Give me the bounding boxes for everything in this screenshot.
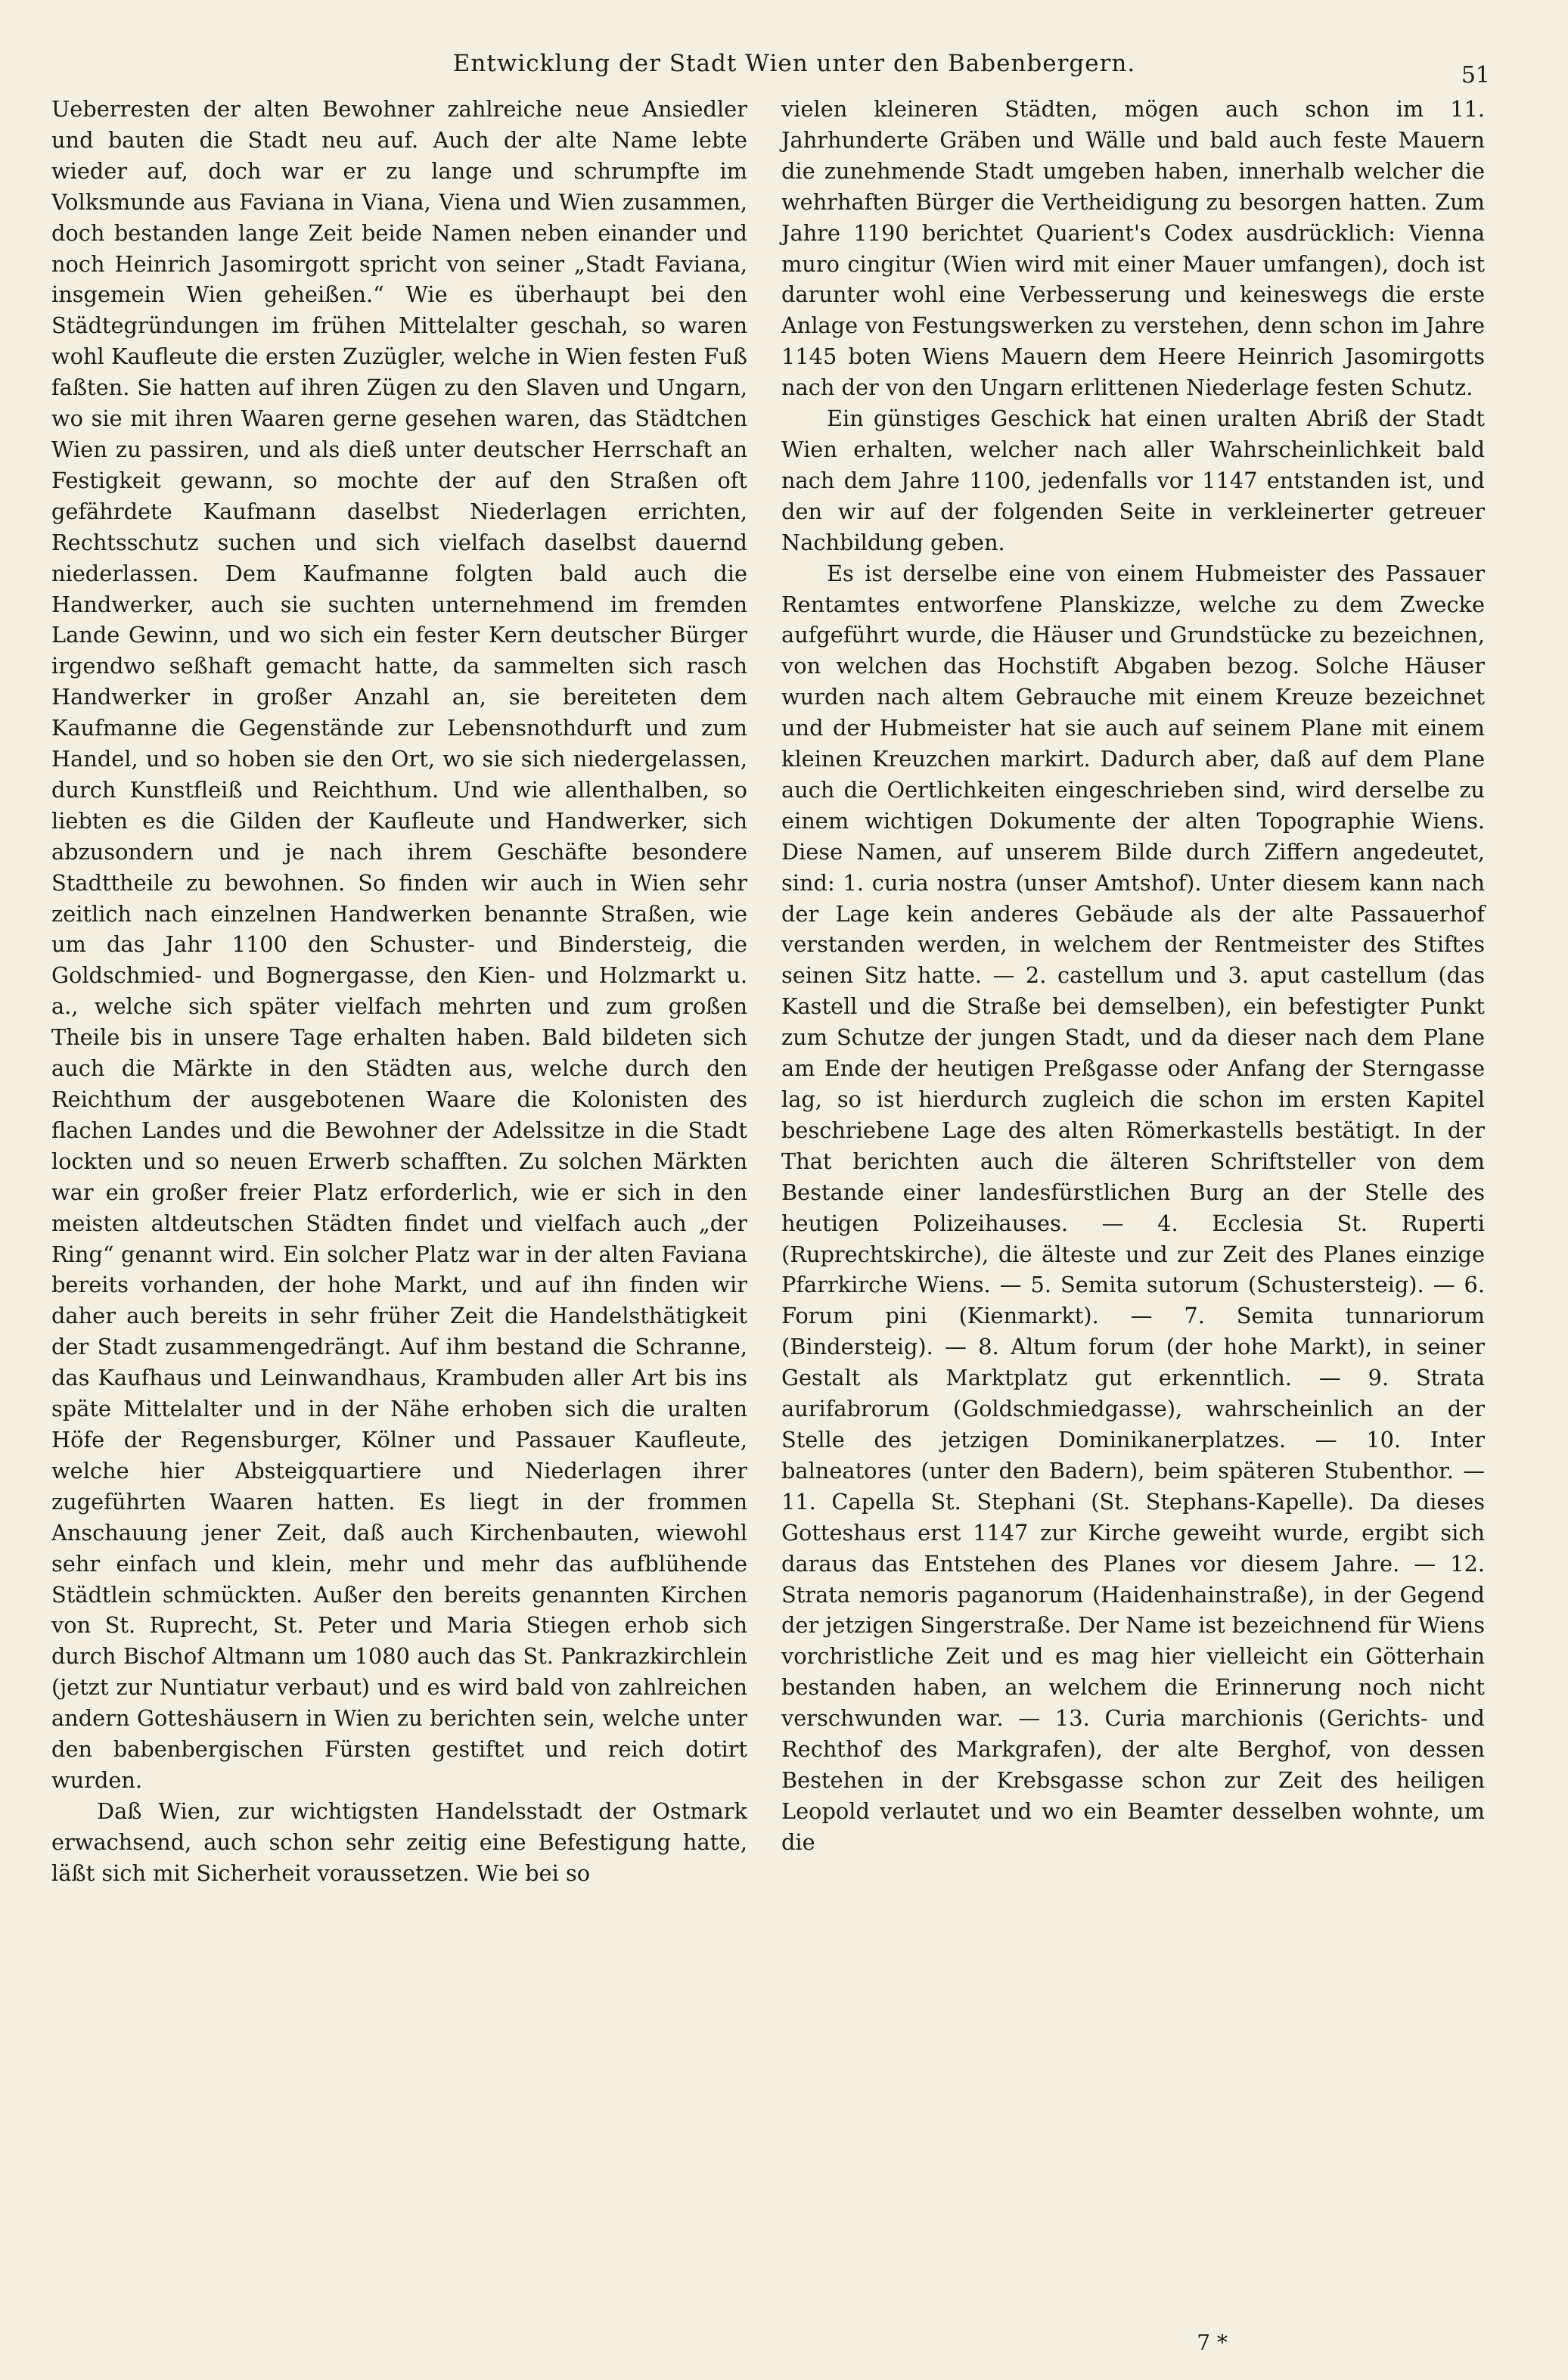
header-title: Entwicklung der Stadt Wien unter den Babenbergern. xyxy=(452,50,1136,77)
paragraph: Es ist derselbe eine von einem Hubmeister des Passauer Rentamtes entworfene Planskizze, welche zu dem Zwecke aufgeführt wurde, die Häuser und Grundstücke zu bezeichnen, von welchen das Hochstift Abgaben bezog. Solche Häuser wurden nach altem Gebrauche mit einem Kreuze bezeichnet und der Hubmeister hat sie auch auf seinem Plane mit einem kleinen Kreuzchen markirt. Dadurch aber, daß auf dem Plane auch die Oertlichkeiten eingeschrieben sind, wird derselbe zu einem wichtigen Dokumente der alten Topographie Wiens. Diese Namen, auf unserem Bilde durch Ziffern angedeutet, sind: 1. curia nostra (unser Amtshof). Unter diesem kann nach der Lage kein anderes Gebäude als der alte Passauerhof verstanden werden, in welchem der Rentmeister des Stiftes seinen Sitz hatte. — 2. castellum und 3. aput castellum (das Kastell und die Straße bei demselben), ein befestigter Punkt zum Schutze der jungen Stadt, und da dieser nach dem Plane am Ende der heutigen Preßgasse oder Anfang der Sterngasse lag, so ist hierdurch zugleich die schon im ersten Kapitel beschriebene Lage des alten Römerkastells bestätigt. In der That berichten auch die älteren Schriftsteller von dem Bestande einer landesfürstlichen Burg an der Stelle des heutigen Polizeihauses. — 4. Ecclesia St. Ruperti (Ruprechtskirche), die älteste und zur Zeit des Planes einzige Pfarrkirche Wiens. — 5. Semita sutorum (Schustersteig). — 6. Forum pini (Kienmarkt). — 7. Semita tunnariorum (Bindersteig). — 8. Altum forum (der hohe Markt), in seiner Gestalt als Marktplatz gut erkenntlich. — 9. Strata aurifabrorum (Goldschmiedgasse), wahrscheinlich an der Stelle des jetzigen Dominikanerplatzes. — 10. Inter balneatores (unter den Badern), beim späteren Stubenthor. — 11. Capella St. Stephani (St. Stephans-Kapelle). Da dieses Gotteshaus erst 1147 zur Kirche geweiht wurde, ergibt sich daraus das Entstehen des Planes vor diesem Jahre. — 12. Strata nemoris paganorum (Haidenhainstraße), in der Gegend der jetzigen Singerstraße. Der Name ist bezeichnend für Wiens vorchristliche Zeit und es mag hier vielleicht ein Götterhain bestanden haben, an welchem die Erinnerung noch nicht verschwunden war. — 13. Curia marchionis (Gerichts- und Rechthof des Markgrafen), der alte Berghof, von dessen Bestehen in der Krebsgasse schon zur Zeit des heiligen Leopold verlautet und wo ein Beamter desselben wohnte, um die xyxy=(781,560,1485,1855)
paragraph: Daß Wien, zur wichtigsten Handelsstadt der Ostmark erwachsend, auch schon sehr zeitig eine Befestigung hatte, läßt sich mit Sicherheit voraussetzen. Wie bei so xyxy=(51,1797,747,1886)
left-column xyxy=(51,94,747,1889)
right-column xyxy=(781,94,1485,1858)
paragraph: Ueberresten der alten Bewohner zahlreiche neue Ansiedler und bauten die Stadt neu auf. Auch der alte Name lebte wieder auf, doch war er zu lange und schrumpfte im Volksmunde aus Faviana in Viana, Viena und Wien zusammen, doch bestanden lange Zeit beide Namen neben einander und noch Heinrich Jasomirgott spricht von seiner „Stadt Faviana, insgemein Wien geheißen.“ Wie es überhaupt bei den Städtegründungen im frühen Mittelalter geschah, so waren wohl Kaufleute die ersten Zuzügler, welche in Wien festen Fuß faßten. Sie hatten auf ihren Zügen zu den Slaven und Ungarn, wo sie mit ihren Waaren gerne gesehen waren, das Städtchen Wien zu passiren, und als dieß unter deutscher Herrschaft an Festigkeit gewann, so mochte der auf den Straßen oft gefährdete Kaufmann daselbst Niederlagen errichten, Rechtsschutz suchen und sich vielfach daselbst dauernd niederlassen. Dem Kaufmanne folgten bald auch die Handwerker, auch sie suchten unternehmend im fremden Lande Gewinn, und wo sich ein fester Kern deutscher Bürger irgendwo seßhaft gemacht hatte, da sammelten sich rasch Handwerker in großer Anzahl an, sie bereiteten dem Kaufmanne die Gegenstände zur Lebensnothdurft und zum Handel, und so hoben sie den Ort, wo sie sich niedergelassen, durch Kunstfleiß und Reichthum. Und wie allenthalben, so liebten es die Gilden der Kaufleute und Handwerker, sich abzusondern und je nach ihrem Geschäfte besondere Stadttheile zu bewohnen. So finden wir auch in Wien sehr zeitlich nach einzelnen Handwerken benannte Straßen, wie um das Jahr 1100 den Schuster- und Bindersteig, die Goldschmied- und Bognergasse, den Kien- und Holzmarkt u. a., welche sich später vielfach mehrten und zum großen Theile bis in unsere Tage erhalten haben. Bald bildeten sich auch die Märkte in den Städten aus, welche durch den Reichthum der ausgebotenen Waare die Kolonisten des flachen Landes und die Bewohner der Adelssitze in die Stadt lockten und so neuen Erwerb schafften. Zu solchen Märkten war ein großer freier Platz erforderlich, wie er sich in den meisten altdeutschen Städten findet und vielfach auch „der Ring“ genannt wird. Ein solcher Platz war in der alten Faviana bereits vorhanden, der hohe Markt, und auf ihn finden wir daher auch bereits in sehr früher Zeit die Handelsthätigkeit der Stadt zusammengedrängt. Auf ihm bestand die Schranne, das Kaufhaus und Leinwandhaus, Krambuden aller Art bis ins späte Mittelalter und in der Nähe erhoben sich die uralten Höfe der Regensburger, Kölner und Passauer Kaufleute, welche hier Absteigquartiere und Niederlagen ihrer zugeführten Waaren hatten. Es liegt in der frommen Anschauung jener Zeit, daß auch Kirchenbauten, wiewohl sehr einfach und klein, mehr und mehr das aufblühende Städtlein schmückten. Außer den bereits genannten Kirchen von St. Ruprecht, St. Peter und Maria Stiegen erhob sich durch Bischof Altmann um 1080 auch das St. Pankrazkirchlein (jetzt zur Nuntiatur verbaut) und es wird bald von zahlreichen andern Gotteshäusern in Wien zu berichten sein, welche unter den babenbergischen Fürsten gestiftet und reich dotirt wurden. xyxy=(51,96,747,1793)
paragraph: Ein günstiges Geschick hat einen uralten Abriß der Stadt Wien erhalten, welcher nach aller Wahrscheinlichkeit bald nach dem Jahre 1100, jedenfalls vor 1147 entstanden ist, und den wir auf der folgenden Seite in verkleinerter getreuer Nachbildung geben. xyxy=(781,405,1485,555)
signature-mark: 7 * xyxy=(1197,2330,1228,2355)
page-number: 51 xyxy=(1461,62,1490,89)
paragraph: vielen kleineren Städten, mögen auch schon im 11. Jahrhunderte Gräben und Wälle und bald auch feste Mauern die zunehmende Stadt umgeben haben, innerhalb welcher die wehrhaften Bürger die Vertheidigung zu besorgen hatten. Zum Jahre 1190 berichtet Quarient's Codex ausdrücklich: Vienna muro cingitur (Wien wird mit einer Mauer umfangen), doch ist darunter wohl eine Verbesserung und keineswegs die erste Anlage von Festungswerken zu verstehen, denn schon im Jahre 1145 boten Wiens Mauern dem Heere Heinrich Jasomirgotts nach der von den Ungarn erlittenen Niederlage festen Schutz. xyxy=(781,96,1485,401)
running-header xyxy=(98,42,1490,88)
